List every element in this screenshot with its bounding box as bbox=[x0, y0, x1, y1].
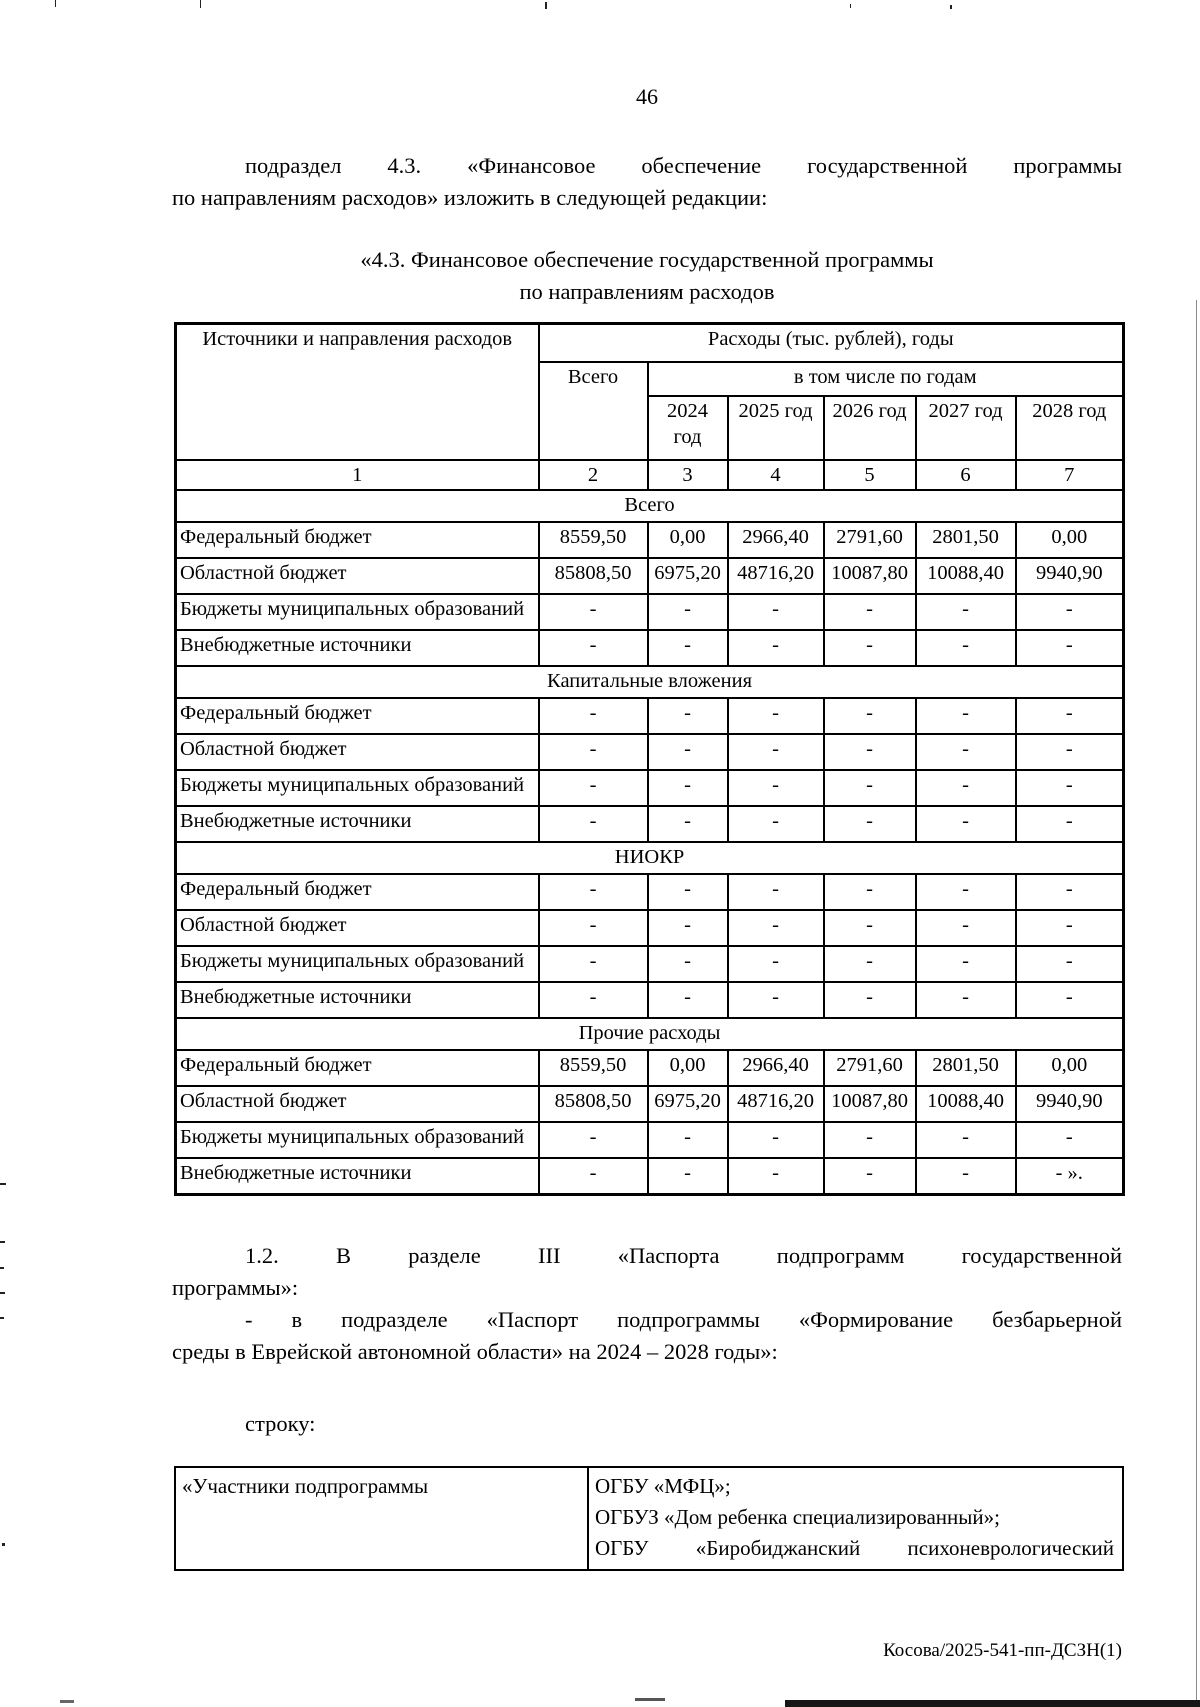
participants-table bbox=[174, 1466, 1124, 1571]
header-row-1 bbox=[176, 324, 1124, 363]
scan-artifact bbox=[0, 1317, 4, 1319]
value-cell: - bbox=[1016, 982, 1124, 1018]
stroku-label: строку: bbox=[245, 1411, 316, 1436]
value-cell: - bbox=[728, 982, 824, 1018]
table-row bbox=[176, 1158, 1124, 1195]
participants-value-cell bbox=[588, 1467, 1123, 1570]
table-row bbox=[176, 910, 1124, 946]
value-cell: - bbox=[728, 910, 824, 946]
scan-artifact bbox=[545, 2, 547, 9]
value-cell: - bbox=[1016, 910, 1124, 946]
column-number: 5 bbox=[824, 460, 916, 490]
scan-artifact bbox=[1196, 300, 1197, 1707]
value-cell: - bbox=[1016, 946, 1124, 982]
row-label: Федеральный бюджет bbox=[176, 698, 539, 734]
value-cell: - bbox=[1016, 630, 1124, 666]
section-title-line-2: по направлениям расходов bbox=[519, 279, 775, 304]
table-row bbox=[176, 1122, 1124, 1158]
header-year-2026: 2026 год bbox=[824, 396, 916, 460]
value-cell: - bbox=[728, 946, 824, 982]
value-cell: - bbox=[539, 594, 648, 630]
intro-line-1: подраздел 4.3. «Финансовое обеспечение государственной программы bbox=[245, 153, 1122, 178]
table-row bbox=[176, 874, 1124, 910]
value-cell: - bbox=[824, 1158, 916, 1195]
table-row bbox=[176, 594, 1124, 630]
page-number: 46 bbox=[636, 84, 658, 109]
section-title: Капитальные вложения bbox=[176, 666, 1124, 698]
value-cell: 10088,40 bbox=[916, 558, 1016, 594]
section-title bbox=[172, 244, 1122, 308]
value-cell: 85808,50 bbox=[539, 1086, 648, 1122]
value-cell: - bbox=[648, 594, 728, 630]
value-cell: - bbox=[824, 734, 916, 770]
value-cell: 48716,20 bbox=[728, 1086, 824, 1122]
value-cell: - bbox=[916, 910, 1016, 946]
header-year-2028: 2028 год bbox=[1016, 396, 1124, 460]
scan-artifact bbox=[0, 1241, 5, 1243]
value-cell: - bbox=[728, 698, 824, 734]
column-number: 6 bbox=[916, 460, 1016, 490]
value-cell: - bbox=[916, 1122, 1016, 1158]
table-row bbox=[176, 630, 1124, 666]
value-cell: - bbox=[824, 630, 916, 666]
column-number: 2 bbox=[539, 460, 648, 490]
value-cell: 10088,40 bbox=[916, 1086, 1016, 1122]
value-cell: - bbox=[539, 874, 648, 910]
participants-value-line: ОГБУ «МФЦ»; bbox=[595, 1474, 731, 1498]
value-cell: - bbox=[648, 1158, 728, 1195]
value-cell: - bbox=[728, 1122, 824, 1158]
scan-artifact bbox=[0, 1292, 5, 1294]
row-label: Внебюджетные источники bbox=[176, 1158, 539, 1195]
header-total: Всего bbox=[539, 362, 648, 460]
value-cell: - bbox=[539, 946, 648, 982]
header-year-2025: 2025 год bbox=[728, 396, 824, 460]
value-cell: - bbox=[648, 806, 728, 842]
value-cell: - bbox=[824, 874, 916, 910]
header-expenses: Расходы (тыс. рублей), годы bbox=[539, 324, 1124, 363]
value-cell: - bbox=[916, 982, 1016, 1018]
scan-artifact bbox=[0, 1267, 4, 1269]
scan-artifact bbox=[55, 0, 56, 7]
value-cell: - bbox=[728, 594, 824, 630]
table-row bbox=[176, 982, 1124, 1018]
section-title-line-1: «4.3. Финансовое обеспечение государственной программы bbox=[360, 247, 934, 272]
value-cell: 2801,50 bbox=[916, 1050, 1016, 1086]
value-cell: - bbox=[916, 734, 1016, 770]
value-cell: - bbox=[539, 734, 648, 770]
header-by-years: в том числе по годам bbox=[648, 362, 1124, 396]
value-cell: 2791,60 bbox=[824, 1050, 916, 1086]
value-cell: - bbox=[1016, 734, 1124, 770]
value-cell: - bbox=[648, 982, 728, 1018]
participants-label-cell: «Участники подпрограммы bbox=[175, 1467, 588, 1570]
section-header-row bbox=[176, 490, 1124, 522]
table-row bbox=[176, 946, 1124, 982]
value-cell: - bbox=[539, 1158, 648, 1195]
value-cell: - bbox=[648, 910, 728, 946]
value-cell: 2801,50 bbox=[916, 522, 1016, 558]
row-label: Бюджеты муниципальных образований bbox=[176, 594, 539, 630]
row-label: Внебюджетные источники bbox=[176, 630, 539, 666]
scan-artifact bbox=[635, 1698, 665, 1701]
value-cell: 9940,90 bbox=[1016, 1086, 1124, 1122]
value-cell: 0,00 bbox=[1016, 1050, 1124, 1086]
value-cell: - bbox=[539, 806, 648, 842]
value-cell: - bbox=[824, 982, 916, 1018]
section-title: Всего bbox=[176, 490, 1124, 522]
value-cell: 2966,40 bbox=[728, 1050, 824, 1086]
value-cell: - ». bbox=[1016, 1158, 1124, 1195]
section-title: НИОКР bbox=[176, 842, 1124, 874]
column-numbers-row bbox=[176, 460, 1124, 490]
value-cell: - bbox=[916, 946, 1016, 982]
row-label: Внебюджетные источники bbox=[176, 982, 539, 1018]
table-row bbox=[176, 1086, 1124, 1122]
value-cell: - bbox=[824, 806, 916, 842]
section-title: Прочие расходы bbox=[176, 1018, 1124, 1050]
value-cell: 6975,20 bbox=[648, 558, 728, 594]
value-cell: - bbox=[824, 698, 916, 734]
table-row bbox=[176, 1050, 1124, 1086]
value-cell: - bbox=[916, 806, 1016, 842]
row-label: Федеральный бюджет bbox=[176, 1050, 539, 1086]
table-row bbox=[176, 558, 1124, 594]
value-cell: - bbox=[728, 770, 824, 806]
value-cell: 0,00 bbox=[648, 522, 728, 558]
table-row bbox=[176, 734, 1124, 770]
value-cell: - bbox=[1016, 806, 1124, 842]
scan-artifact bbox=[2, 1543, 5, 1546]
value-cell: - bbox=[824, 946, 916, 982]
value-cell: 2791,60 bbox=[824, 522, 916, 558]
row-label: Областной бюджет bbox=[176, 558, 539, 594]
value-cell: - bbox=[648, 874, 728, 910]
scan-artifact bbox=[785, 1700, 1200, 1707]
value-cell: 0,00 bbox=[648, 1050, 728, 1086]
participants-value-line: ОГБУ «Биробиджанский психоневрологический bbox=[595, 1536, 1114, 1560]
document-content bbox=[172, 0, 1122, 1571]
scan-artifact bbox=[200, 0, 201, 8]
value-cell: - bbox=[916, 630, 1016, 666]
column-number: 3 bbox=[648, 460, 728, 490]
value-cell: - bbox=[648, 734, 728, 770]
section-header-row bbox=[176, 666, 1124, 698]
value-cell: - bbox=[916, 770, 1016, 806]
table-row bbox=[176, 806, 1124, 842]
value-cell: - bbox=[824, 594, 916, 630]
value-cell: - bbox=[728, 1158, 824, 1195]
row-label: Внебюджетные источники bbox=[176, 806, 539, 842]
value-cell: - bbox=[824, 770, 916, 806]
value-cell: - bbox=[728, 874, 824, 910]
value-cell: 8559,50 bbox=[539, 1050, 648, 1086]
row-label: Федеральный бюджет bbox=[176, 522, 539, 558]
value-cell: - bbox=[539, 630, 648, 666]
value-cell: 48716,20 bbox=[728, 558, 824, 594]
value-cell: - bbox=[539, 698, 648, 734]
value-cell: - bbox=[728, 806, 824, 842]
value-cell: - bbox=[539, 770, 648, 806]
value-cell: - bbox=[1016, 1122, 1124, 1158]
subitem-line-1: - в подразделе «Паспорт подпрограммы «Формирование безбарьерной bbox=[245, 1307, 1122, 1332]
value-cell: - bbox=[728, 734, 824, 770]
value-cell: 10087,80 bbox=[824, 558, 916, 594]
table-row bbox=[176, 698, 1124, 734]
intro-line-2: по направлениям расходов» изложить в следующей редакции: bbox=[172, 185, 768, 210]
value-cell: - bbox=[648, 770, 728, 806]
value-cell: - bbox=[1016, 594, 1124, 630]
amendment-line-2: программы»: bbox=[172, 1275, 299, 1300]
scan-artifact bbox=[60, 1700, 74, 1703]
header-year-2024: 2024 год bbox=[648, 396, 728, 460]
value-cell: - bbox=[648, 698, 728, 734]
value-cell: - bbox=[916, 698, 1016, 734]
row-label: Бюджеты муниципальных образований bbox=[176, 770, 539, 806]
section-header-row bbox=[176, 842, 1124, 874]
value-cell: - bbox=[539, 1122, 648, 1158]
value-cell: 6975,20 bbox=[648, 1086, 728, 1122]
row-label: Бюджеты муниципальных образований bbox=[176, 946, 539, 982]
value-cell: 85808,50 bbox=[539, 558, 648, 594]
scan-artifact bbox=[950, 5, 952, 9]
section-header-row bbox=[176, 1018, 1124, 1050]
value-cell: - bbox=[728, 630, 824, 666]
value-cell: - bbox=[1016, 770, 1124, 806]
value-cell: - bbox=[648, 630, 728, 666]
table-row bbox=[176, 770, 1124, 806]
value-cell: - bbox=[1016, 874, 1124, 910]
column-number: 1 bbox=[176, 460, 539, 490]
scan-artifact bbox=[0, 1183, 6, 1185]
value-cell: 9940,90 bbox=[1016, 558, 1124, 594]
value-cell: - bbox=[824, 910, 916, 946]
participants-value-line: ОГБУЗ «Дом ребенка специализированный»; bbox=[595, 1505, 1000, 1529]
header-year-2027: 2027 год bbox=[916, 396, 1016, 460]
value-cell: - bbox=[824, 1122, 916, 1158]
participants-row bbox=[175, 1467, 1123, 1570]
value-cell: - bbox=[916, 594, 1016, 630]
value-cell: - bbox=[539, 910, 648, 946]
column-number: 7 bbox=[1016, 460, 1124, 490]
finance-table bbox=[174, 322, 1125, 1196]
finance-table-body bbox=[176, 490, 1124, 1195]
footer-code: Косова/2025-541-пп-ДСЗН(1) bbox=[883, 1640, 1122, 1661]
value-cell: - bbox=[1016, 698, 1124, 734]
column-number: 4 bbox=[728, 460, 824, 490]
value-cell: - bbox=[648, 946, 728, 982]
intro-paragraph bbox=[172, 150, 1122, 214]
finance-table-header bbox=[176, 324, 1124, 491]
amendment-line-1: 1.2. В разделе III «Паспорта подпрограмм государственной bbox=[245, 1243, 1122, 1268]
row-label: Федеральный бюджет bbox=[176, 874, 539, 910]
amendment-paragraph bbox=[172, 1240, 1122, 1368]
value-cell: 2966,40 bbox=[728, 522, 824, 558]
row-label: Областной бюджет bbox=[176, 1086, 539, 1122]
row-label: Областной бюджет bbox=[176, 734, 539, 770]
value-cell: 0,00 bbox=[1016, 522, 1124, 558]
value-cell: 10087,80 bbox=[824, 1086, 916, 1122]
row-label: Бюджеты муниципальных образований bbox=[176, 1122, 539, 1158]
value-cell: - bbox=[916, 874, 1016, 910]
value-cell: 8559,50 bbox=[539, 522, 648, 558]
header-sources: Источники и направления расходов bbox=[176, 324, 539, 461]
value-cell: - bbox=[539, 982, 648, 1018]
value-cell: - bbox=[916, 1158, 1016, 1195]
value-cell: - bbox=[648, 1122, 728, 1158]
scan-artifact bbox=[850, 4, 851, 8]
table-row bbox=[176, 522, 1124, 558]
subitem-line-2: среды в Еврейской автономной области» на 2024 – 2028 годы»: bbox=[172, 1339, 778, 1364]
row-label: Областной бюджет bbox=[176, 910, 539, 946]
